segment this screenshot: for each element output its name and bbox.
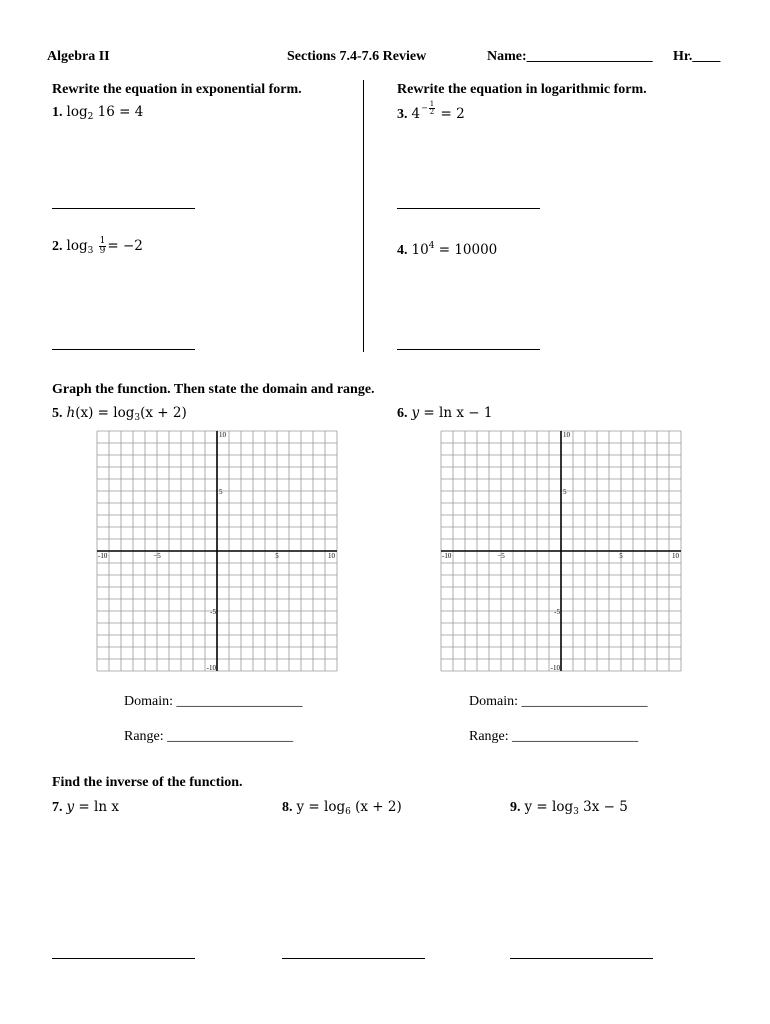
tick-label-x-max: 10 bbox=[672, 552, 679, 560]
answer-line-7[interactable] bbox=[52, 958, 195, 959]
tick-label-y-min: -10 bbox=[206, 664, 216, 672]
problem-number: 3. bbox=[397, 107, 408, 122]
problem-number: 8. bbox=[282, 800, 293, 815]
fraction: $\frac{1}{9}$ bbox=[99, 236, 106, 256]
equation: 4− $\frac{1}{2}$ = 2 bbox=[411, 99, 465, 122]
problem-2 bbox=[52, 237, 143, 256]
sections-title: Sections 7.4-7.6 Review bbox=[287, 49, 427, 64]
problem-6 bbox=[397, 404, 492, 422]
equation: $10^4 = 10000$ bbox=[411, 241, 498, 258]
problem-1 bbox=[52, 103, 143, 122]
tick-label-x-max: 10 bbox=[328, 552, 335, 560]
tick-label-x-min: -10 bbox=[442, 552, 452, 560]
tick-label-y-neg-mid: -5 bbox=[210, 608, 216, 616]
tick-label-y-mid: 5 bbox=[219, 488, 223, 496]
problem-9 bbox=[510, 798, 628, 817]
problem-8 bbox=[282, 798, 402, 817]
tick-label-y-max: 10 bbox=[219, 431, 226, 439]
tick-label-y-max: 10 bbox=[563, 431, 570, 439]
tick-label-x-neg-mid: −5 bbox=[153, 552, 161, 560]
equation: $\log_2 16 = 4$ bbox=[66, 104, 144, 122]
equation: $y = \log_6 (x + 2)$ bbox=[296, 799, 402, 817]
tick-label-x-mid: 5 bbox=[275, 552, 279, 560]
domain-field-6[interactable]: Domain: __________________ bbox=[469, 694, 648, 709]
problem-number: 1. bbox=[52, 105, 63, 120]
tick-label-x-neg-mid: −5 bbox=[497, 552, 505, 560]
answer-line-8[interactable] bbox=[282, 958, 425, 959]
tick-label-y-min: -10 bbox=[550, 664, 560, 672]
equation: y = ln x − 1 bbox=[411, 405, 493, 421]
answer-line-4[interactable] bbox=[397, 349, 540, 350]
exponential-form-instruction: Rewrite the equation in exponential form. bbox=[52, 82, 302, 97]
problem-number: 7. bbox=[52, 800, 63, 815]
problem-4 bbox=[397, 241, 497, 259]
problem-3 bbox=[397, 99, 465, 124]
problem-number: 2. bbox=[52, 239, 63, 254]
grid-svg[interactable] bbox=[94, 428, 340, 674]
name-field[interactable]: Name:__________________ bbox=[487, 49, 653, 64]
range-field-6[interactable]: Range: __________________ bbox=[469, 729, 639, 744]
range-field-5[interactable]: Range: __________________ bbox=[124, 729, 294, 744]
problem-number: 9. bbox=[510, 800, 521, 815]
grid-svg[interactable] bbox=[438, 428, 684, 674]
logarithmic-form-instruction: Rewrite the equation in logarithmic form. bbox=[397, 82, 647, 97]
equation: $\log_3$ $\frac{1}{9}$ = −2 bbox=[66, 236, 143, 256]
problem-number: 5. bbox=[52, 406, 63, 421]
course-title: Algebra II bbox=[47, 49, 110, 64]
equation: $y = \log_3 3x - 5$ bbox=[524, 799, 628, 817]
inverse-instruction: Find the inverse of the function. bbox=[52, 775, 243, 790]
column-divider bbox=[363, 80, 364, 352]
tick-label-x-mid: 5 bbox=[619, 552, 623, 560]
domain-field-5[interactable]: Domain: __________________ bbox=[124, 694, 303, 709]
tick-label-x-min: -10 bbox=[98, 552, 108, 560]
coordinate-grid-6[interactable] bbox=[438, 428, 684, 679]
problem-number: 4. bbox=[397, 243, 408, 258]
problem-5 bbox=[52, 404, 187, 423]
problem-7 bbox=[52, 798, 119, 816]
tick-label-y-mid: 5 bbox=[563, 488, 567, 496]
equation: $h(x) = \log_3(x + 2)$ bbox=[66, 405, 187, 423]
tick-label-y-neg-mid: -5 bbox=[554, 608, 560, 616]
answer-line-3[interactable] bbox=[397, 208, 540, 209]
equation: y = ln x bbox=[66, 799, 119, 815]
problem-number: 6. bbox=[397, 406, 408, 421]
answer-line-2[interactable] bbox=[52, 349, 195, 350]
answer-line-9[interactable] bbox=[510, 958, 653, 959]
graph-instruction: Graph the function. Then state the domain and range. bbox=[52, 382, 375, 397]
answer-line-1[interactable] bbox=[52, 208, 195, 209]
coordinate-grid-5[interactable] bbox=[94, 428, 340, 679]
hour-field[interactable]: Hr.____ bbox=[673, 49, 721, 64]
